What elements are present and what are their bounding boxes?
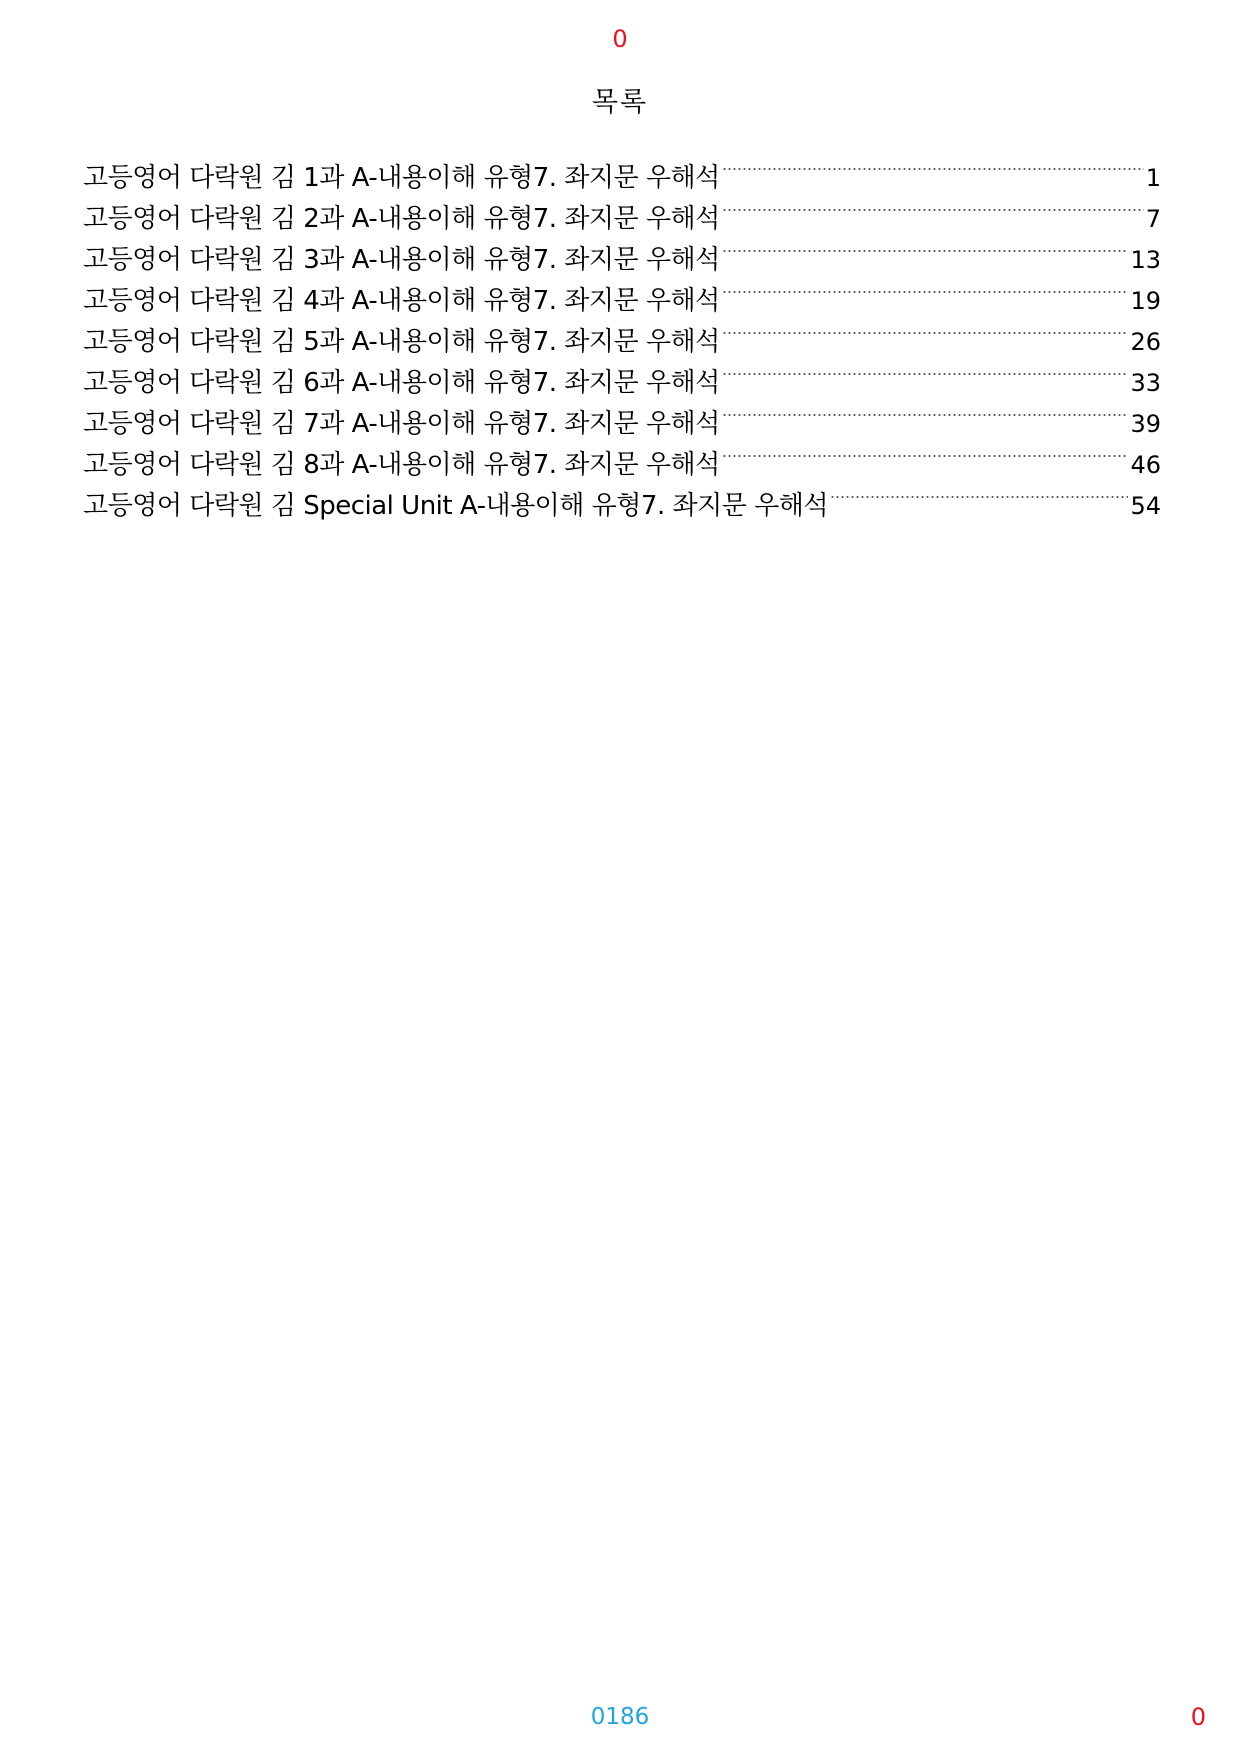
toc-entry-page: 19 [1130, 287, 1161, 315]
toc-entry-page: 1 [1145, 164, 1161, 192]
toc-entry[interactable] [83, 489, 1161, 530]
dot-leader [722, 455, 1129, 457]
footer-code: 0186 [590, 1704, 650, 1730]
toc-entry-title: 고등영어 다락원 김 Special Unit A-내용이해 유형7. 좌지문 우해석 [83, 491, 828, 521]
dot-leader [722, 168, 1144, 170]
dot-leader [722, 414, 1129, 416]
toc-entry-page: 26 [1130, 328, 1161, 356]
toc-entry-page: 7 [1145, 205, 1161, 233]
toc-entry-title: 고등영어 다락원 김 8과 A-내용이해 유형7. 좌지문 우해석 [83, 450, 720, 480]
table-of-contents [83, 161, 1161, 530]
toc-entry[interactable] [83, 448, 1161, 489]
dot-leader [830, 496, 1129, 498]
corner-page-marker: 0 [1190, 1703, 1206, 1731]
toc-entry-page: 39 [1130, 410, 1161, 438]
dot-leader [722, 332, 1129, 334]
dot-leader [722, 250, 1129, 252]
dot-leader [722, 291, 1129, 293]
toc-entry-title: 고등영어 다락원 김 1과 A-내용이해 유형7. 좌지문 우해석 [83, 163, 720, 193]
toc-entry-title: 고등영어 다락원 김 4과 A-내용이해 유형7. 좌지문 우해석 [83, 286, 720, 316]
toc-entry-title: 고등영어 다락원 김 7과 A-내용이해 유형7. 좌지문 우해석 [83, 409, 720, 439]
toc-entry-title: 고등영어 다락원 김 6과 A-내용이해 유형7. 좌지문 우해석 [83, 368, 720, 398]
toc-entry[interactable] [83, 243, 1161, 284]
toc-entry-page: 54 [1130, 492, 1161, 520]
toc-entry-page: 33 [1130, 369, 1161, 397]
toc-entry[interactable] [83, 202, 1161, 243]
toc-entry[interactable] [83, 325, 1161, 366]
toc-entry-title: 고등영어 다락원 김 5과 A-내용이해 유형7. 좌지문 우해석 [83, 327, 720, 357]
toc-entry[interactable] [83, 284, 1161, 325]
toc-entry-page: 13 [1130, 246, 1161, 274]
toc-entry[interactable] [83, 366, 1161, 407]
toc-entry-page: 46 [1130, 451, 1161, 479]
toc-entry-title: 고등영어 다락원 김 3과 A-내용이해 유형7. 좌지문 우해석 [83, 245, 720, 275]
dot-leader [722, 209, 1144, 211]
toc-entry-title: 고등영어 다락원 김 2과 A-내용이해 유형7. 좌지문 우해석 [83, 204, 720, 234]
toc-heading: 목록 [591, 87, 649, 118]
dot-leader [722, 373, 1129, 375]
toc-entry[interactable] [83, 161, 1161, 202]
toc-entry[interactable] [83, 407, 1161, 448]
page-top-marker: 0 [612, 25, 628, 53]
